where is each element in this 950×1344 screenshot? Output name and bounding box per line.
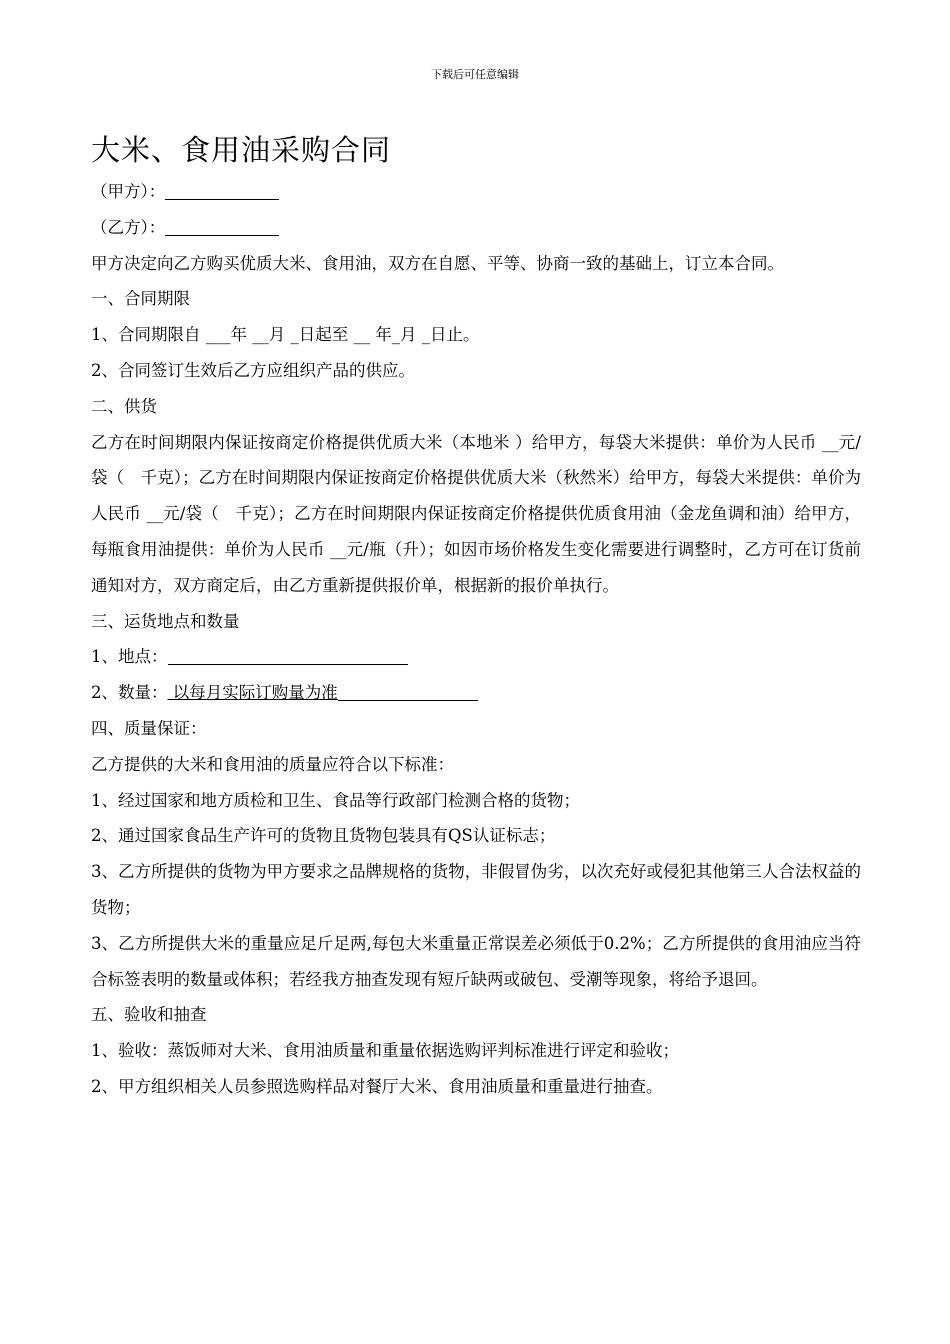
quantity-label: 2、数量： [91,683,168,703]
section-2-title: 二、供货 [91,396,157,416]
contract-body [91,128,861,1105]
section-3-item-2 [91,675,861,711]
section-1-item-2: 2、合同签订生效后乙方应组织产品的供应。 [91,360,415,380]
section-2-body: 乙方在时间期限内保证按商定价格提供优质大米（本地米 ）给甲方，每袋大米提供：单价为人民币 __元/袋（ 千克）；乙方在时间期限内保证按商定价格提供优质大米（秋然米）给甲方，每袋大米提供：单价为人民币 __元/袋（ 千克）；乙方在时间期限内保证按商定价格提供优质食用油（金龙鱼调和油）给甲方，每瓶食用油提供：单价为人民币 __元/瓶（升）；如因市场价格发生变化需要进行调整时，乙方可在订货前通知对方，双方商定后，由乙方重新提供报价单，根据新的报价单执行。 [91,432,861,595]
party-a-label: （甲方）： [91,182,166,201]
section-3-item-1 [91,639,861,675]
section-4-item-4: 3、乙方所提供大米的重量应足斤足两,每包大米重量正常误差必须低于0.2%；乙方所提供的食用油应当符合标签表明的数量或体积；若经我方抽查发现有短斤缺两或破包、受潮等现象，将给予退回。 [91,933,861,989]
section-4-item-1: 1、经过国家和地方质检和卫生、食品等行政部门检测合格的货物； [91,790,580,810]
section-5-item-1: 1、验收：蒸饭师对大米、食用油质量和重量依据选购评判标准进行评定和验收； [91,1041,679,1061]
party-a-line [91,174,861,210]
section-4-intro: 乙方提供的大米和食用油的质量应符合以下标准： [91,754,454,774]
section-1-title: 一、合同期限 [91,289,190,309]
section-3-title: 三、运货地点和数量 [91,611,240,631]
location-blank [168,646,408,665]
section-4-item-2: 2、通过国家食品生产许可的货物且货物包装具有QS认证标志； [91,826,556,846]
party-b-blank [165,217,279,236]
section-4-title: 四、质量保证： [91,718,207,738]
intro-paragraph: 甲方决定向乙方购买优质大米、食用油，双方在自愿、平等、协商一致的基础上，订立本合同。 [91,253,784,273]
section-5-title: 五、验收和抽查 [91,1005,207,1025]
section-5-item-2: 2、甲方组织相关人员参照选购样品对餐厅大米、食用油质量和重量进行抽查。 [91,1076,663,1096]
section-4-item-3: 3、乙方所提供的货物为甲方要求之品牌规格的货物，非假冒伪劣，以次充好或侵犯其他第三人合法权益的货物； [91,862,861,917]
page-header: 下载后可任意编辑 [431,68,519,81]
quantity-blank [338,682,478,701]
quantity-value: 以每月实际订购量为准 [167,683,338,703]
party-a-blank [165,181,279,200]
party-b-label: （乙方）： [91,217,166,237]
party-b-line [91,210,861,246]
location-label: 1、地点： [91,647,168,667]
document-title: 大米、食用油采购合同 [91,133,392,167]
section-1-item-1: 1、合同期限自 ___年 __月 _日起至 __ 年_月 _日止。 [91,325,480,345]
